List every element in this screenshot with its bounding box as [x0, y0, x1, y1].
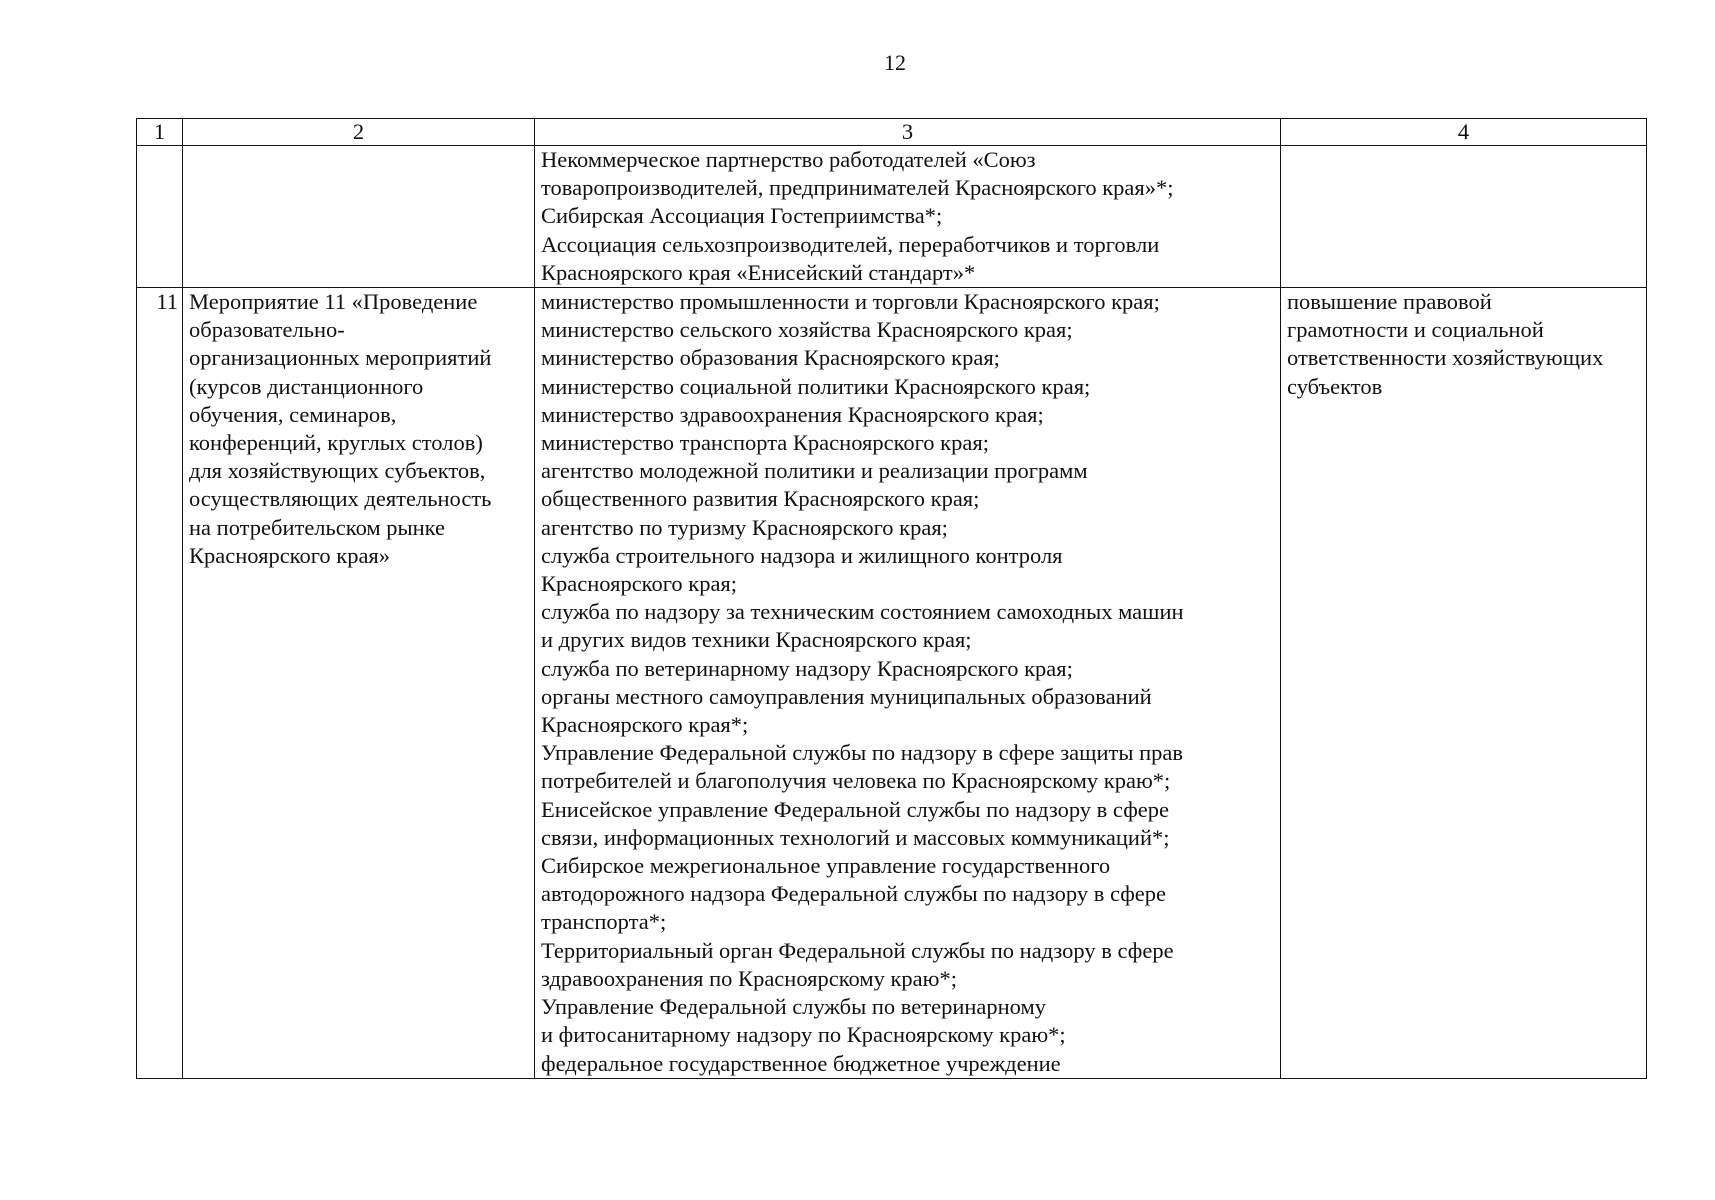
- text-line: общественного развития Красноярского края;: [541, 486, 980, 512]
- text-line: Красноярского края*;: [541, 712, 749, 738]
- measures-table: [136, 118, 1647, 1079]
- text-line: организационных мероприятий: [189, 345, 492, 371]
- continued-number-cell: [137, 146, 183, 288]
- text-line: министерство сельского хозяйства Красноярского края;: [541, 317, 1073, 343]
- text-line: министерство транспорта Красноярского края;: [541, 430, 989, 456]
- text-line: грамотности и социальной: [1287, 317, 1544, 343]
- text-line: служба по надзору за техническим состоянием самоходных машин: [541, 599, 1184, 625]
- row-number-cell: 11: [137, 288, 183, 1079]
- text-line: министерство социальной политики Красноярского края;: [541, 373, 1091, 399]
- text-line: конференций, круглых столов): [189, 430, 483, 456]
- executors-cell: [535, 288, 1281, 1079]
- column-header-4: 4: [1281, 119, 1647, 146]
- text-line: органы местного самоуправления муниципальных образований: [541, 683, 1152, 709]
- text-line: транспорта*;: [541, 909, 667, 935]
- text-line: Сибирское межрегиональное управление государственного: [541, 853, 1111, 879]
- text-line: агентство по туризму Красноярского края;: [541, 514, 948, 540]
- text-line: Красноярского края»: [189, 542, 391, 568]
- table-row-continued: [137, 146, 1647, 288]
- text-line: субъектов: [1287, 373, 1383, 399]
- text-line: обучения, семинаров,: [189, 401, 397, 427]
- page-number: 12: [884, 50, 906, 75]
- text-line: автодорожного надзора Федеральной службы по надзору в сфере: [541, 881, 1167, 907]
- text-line: Управление Федеральной службы по ветеринарному: [541, 994, 1046, 1020]
- column-header-1: 1: [137, 119, 183, 146]
- text-line: министерство здравоохранения Красноярского края;: [541, 401, 1044, 427]
- text-line: министерство образования Красноярского края;: [541, 345, 1000, 371]
- continued-executors-cell: [535, 146, 1281, 288]
- text-line: Некоммерческое партнерство работодателей «Союз: [541, 147, 1036, 172]
- text-line: на потребительском рынке: [189, 514, 446, 540]
- text-line: Енисейское управление Федеральной службы по надзору в сфере: [541, 796, 1169, 822]
- text-line: (курсов дистанционного: [189, 373, 424, 399]
- text-line: потребителей и благополучия человека по Красноярскому краю*;: [541, 768, 1171, 794]
- text-line: Управление Федеральной службы по надзору в сфере защиты прав: [541, 740, 1184, 766]
- text-line: повышение правовой: [1287, 289, 1492, 315]
- text-line: Ассоциация сельхозпроизводителей, переработчиков и торговли: [541, 231, 1160, 257]
- text-line: осуществляющих деятельность: [189, 486, 492, 512]
- continued-result-cell: [1281, 146, 1647, 288]
- text-line: Территориальный орган Федеральной службы по надзору в сфере: [541, 937, 1174, 963]
- table-header-row: [137, 119, 1647, 146]
- text-line: агентство молодежной политики и реализации программ: [541, 458, 1088, 484]
- text-line: служба по ветеринарному надзору Красноярского края;: [541, 655, 1073, 681]
- text-line: товаропроизводителей, предпринимателей Красноярского края»*;: [541, 175, 1174, 201]
- table-row-11: [137, 288, 1647, 1079]
- column-header-2: 2: [183, 119, 535, 146]
- text-line: федеральное государственное бюджетное учреждение: [541, 1050, 1061, 1076]
- text-line: образовательно-: [189, 317, 345, 343]
- column-header-3: 3: [535, 119, 1281, 146]
- text-line: здравоохранения по Красноярскому краю*;: [541, 965, 957, 991]
- text-line: и других видов техники Красноярского края;: [541, 627, 972, 653]
- continued-activity-cell: [183, 146, 535, 288]
- text-line: министерство промышленности и торговли Красноярского края;: [541, 289, 1160, 315]
- text-line: связи, информационных технологий и массовых коммуникаций*;: [541, 824, 1170, 850]
- text-line: Сибирская Ассоциация Гостеприимства*;: [541, 203, 943, 229]
- result-cell: [1281, 288, 1647, 1079]
- text-line: и фитосанитарному надзору по Красноярскому краю*;: [541, 1022, 1066, 1048]
- text-line: ответственности хозяйствующих: [1287, 345, 1604, 371]
- text-line: Мероприятие 11 «Проведение: [189, 289, 478, 315]
- text-line: Красноярского края;: [541, 571, 738, 597]
- activity-cell: [183, 288, 535, 1079]
- text-line: Красноярского края «Енисейский стандарт»*: [541, 259, 976, 285]
- text-line: для хозяйствующих субъектов,: [189, 458, 486, 484]
- text-line: служба строительного надзора и жилищного контроля: [541, 542, 1063, 568]
